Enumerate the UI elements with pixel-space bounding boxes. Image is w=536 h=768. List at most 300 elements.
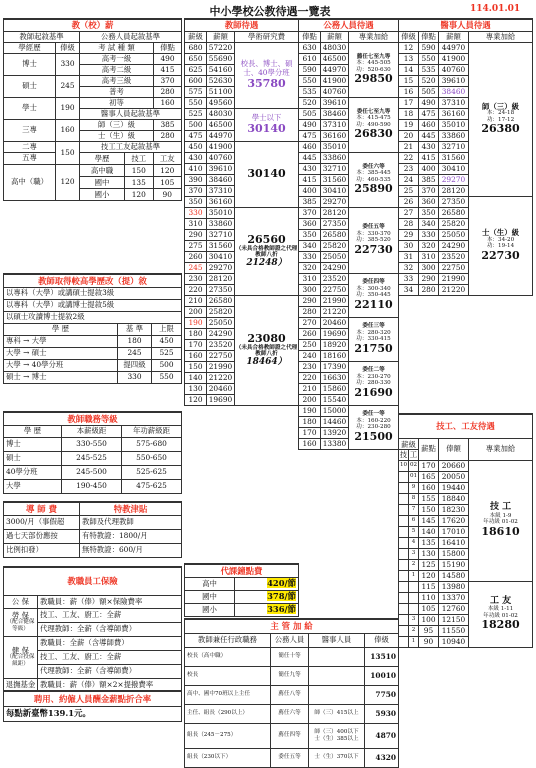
research-amount: 23080 bbox=[247, 331, 286, 345]
tech-val: 105 bbox=[160, 177, 175, 187]
pay-grade: 500 bbox=[185, 119, 207, 130]
col-head: 本薪級距 bbox=[62, 425, 122, 437]
rank-point: 160 bbox=[299, 438, 321, 449]
rank-range: 本：34-20 bbox=[486, 236, 515, 243]
med-grade: 14 bbox=[399, 64, 419, 75]
merit-range: 475-625 bbox=[122, 479, 182, 493]
med-rank-title: 師（三）級 bbox=[482, 101, 519, 111]
pay-grade: 290 bbox=[185, 229, 207, 240]
pay-amount: 28120 bbox=[207, 273, 235, 284]
degree-upgrade-table bbox=[3, 273, 182, 384]
contract-rate-note: 每點新臺幣139.1元。 bbox=[4, 706, 182, 721]
pay-grade: 170 bbox=[185, 339, 207, 350]
pay-grade: 330 bbox=[185, 207, 207, 218]
degree: 40學分班 bbox=[4, 465, 62, 479]
pay-amount: 40760 bbox=[207, 152, 235, 163]
worker-grade: 4 bbox=[409, 537, 419, 548]
col-head-tech: 技 bbox=[399, 449, 408, 459]
pay-amount: 48030 bbox=[207, 108, 235, 119]
pay-amount: 24290 bbox=[321, 262, 349, 273]
col-head: 學經歷 bbox=[4, 42, 56, 53]
col-head: 教師兼任行政職務 bbox=[185, 633, 271, 647]
pay-amount: 22750 bbox=[207, 350, 235, 361]
pay-point: 120 bbox=[419, 570, 439, 581]
pay-amount: 32710 bbox=[321, 163, 349, 174]
base-range: 330-550 bbox=[62, 437, 122, 451]
worker-grade: 1 bbox=[409, 636, 419, 647]
civil-rank: 簡任十等 bbox=[271, 647, 309, 666]
worker-pro-title: 工 友 bbox=[489, 595, 512, 606]
pay-point: 110 bbox=[419, 592, 439, 603]
worker-grade: 3 bbox=[409, 548, 419, 559]
ins-type: 健 保 bbox=[11, 645, 30, 655]
pay-amount: 26580 bbox=[439, 207, 469, 218]
pay-amount: 17010 bbox=[439, 526, 469, 537]
col-head: 工友 bbox=[159, 153, 175, 163]
pay-grade: 310 bbox=[185, 218, 207, 229]
ins-note: （配合健保等級） bbox=[6, 619, 35, 632]
pay-amount: 33860 bbox=[207, 218, 235, 229]
contract-rate-header: 聘用、約僱人員酬金薪點折合率 bbox=[4, 691, 182, 706]
pay-amount: 31560 bbox=[321, 174, 349, 185]
col-head: 考 試 種 類 bbox=[80, 42, 154, 53]
pay-amount: 25050 bbox=[439, 229, 469, 240]
allowance-amount: 7750 bbox=[365, 685, 399, 704]
exam-type: 高考二級 bbox=[80, 64, 154, 75]
pay-amount: 18230 bbox=[439, 504, 469, 515]
sub-level: 高中 bbox=[185, 577, 235, 590]
rank-point: 490 bbox=[299, 119, 321, 130]
col-head: 專業加給 bbox=[349, 31, 399, 42]
rank-range: 功：460-535 bbox=[356, 176, 391, 183]
rank-title: 委任二等 bbox=[362, 367, 385, 374]
rank-title: 委任五等 bbox=[362, 224, 385, 231]
med-grade: 26 bbox=[399, 196, 419, 207]
tech-val: 150 bbox=[125, 165, 154, 176]
med-grade: 20 bbox=[399, 130, 419, 141]
pay-amount: 12760 bbox=[439, 603, 469, 614]
research-amount: 30140 bbox=[247, 121, 286, 135]
teacher-grade-table bbox=[3, 411, 182, 494]
pay-amount: 15190 bbox=[439, 559, 469, 570]
rank-range: 本：24-18 bbox=[486, 110, 515, 117]
upgrade-base: 330 bbox=[118, 371, 152, 383]
research-amount: 30140 bbox=[247, 166, 286, 180]
rule-line: 以碩士攻讀博士提敘2級 bbox=[4, 311, 182, 323]
med-point: 370 bbox=[419, 185, 439, 196]
pro-amount: 21500 bbox=[354, 429, 393, 443]
merit-range: 525-625 bbox=[122, 465, 182, 479]
rank-point: 520 bbox=[299, 97, 321, 108]
rank-range: 功：520-630 bbox=[356, 66, 391, 73]
col-head: 學 歷 bbox=[4, 323, 118, 335]
pay-amount: 46500 bbox=[207, 119, 235, 130]
research-group: 校長、博士、碩士、40學分班 bbox=[240, 59, 293, 77]
worker-grade: 3 bbox=[409, 614, 419, 625]
rank-point: 350 bbox=[299, 229, 321, 240]
med-point: 340 bbox=[419, 218, 439, 229]
merit-range: 550-650 bbox=[122, 451, 182, 465]
header: 公務人員起敘基準 bbox=[80, 31, 182, 42]
ins-basis: 技工、工友、廚工：全薪 bbox=[38, 650, 182, 664]
special-ed-line: 無特教證：600/月 bbox=[80, 543, 182, 557]
civil-rank: 薦任四等 bbox=[271, 723, 309, 748]
pay-amount: 40760 bbox=[439, 64, 469, 75]
rank-range: 本：280-320 bbox=[356, 329, 391, 336]
tech-grade bbox=[399, 570, 409, 581]
rule-line: 以專科（大學）或講博士提敘5級 bbox=[4, 299, 182, 311]
allowance-amount: 13510 bbox=[365, 647, 399, 666]
section-header: 技工、工友待遇 bbox=[399, 414, 533, 438]
med-point: 385 bbox=[419, 174, 439, 185]
pay-amount: 28120 bbox=[439, 185, 469, 196]
upgrade-path: 碩士 → 博士 bbox=[4, 371, 118, 383]
pay-grade: 200 bbox=[185, 306, 207, 317]
med-point: 475 bbox=[419, 108, 439, 119]
pay-amount: 21220 bbox=[321, 306, 349, 317]
pay-amount: 29270 bbox=[439, 174, 469, 185]
worker-grade: 02 bbox=[409, 460, 419, 471]
med-grade: 21 bbox=[399, 141, 419, 152]
pay-amount: 24290 bbox=[207, 328, 235, 339]
civil-rank: 委任五等 bbox=[271, 748, 309, 767]
pay-point: 150 bbox=[419, 504, 439, 515]
pay-amount: 31560 bbox=[439, 152, 469, 163]
pay-amount: 22750 bbox=[321, 284, 349, 295]
med-grade: 31 bbox=[399, 251, 419, 262]
edu-grade: 330 bbox=[56, 53, 80, 75]
pay-amount: 49560 bbox=[207, 97, 235, 108]
med-point: 415 bbox=[419, 152, 439, 163]
pay-grade: 275 bbox=[185, 240, 207, 251]
col-head: 薪額 bbox=[321, 31, 349, 42]
pay-grade: 430 bbox=[185, 152, 207, 163]
pay-amount: 36160 bbox=[207, 196, 235, 207]
pay-amount: 13980 bbox=[439, 581, 469, 592]
pay-amount: 39610 bbox=[439, 75, 469, 86]
rank-point: 210 bbox=[299, 383, 321, 394]
research-amount: 26560 bbox=[247, 232, 286, 246]
pay-amount: 37310 bbox=[321, 119, 349, 130]
medical-rank bbox=[309, 647, 365, 666]
rank-point: 310 bbox=[299, 273, 321, 284]
pay-grade: 230 bbox=[185, 273, 207, 284]
medical-rank: 師（三）415以上 bbox=[309, 704, 365, 723]
admin-role: 校長 bbox=[185, 666, 271, 685]
tech-grade bbox=[399, 614, 409, 625]
pay-amount: 16410 bbox=[439, 537, 469, 548]
med-point: 385 bbox=[154, 119, 182, 130]
med-point: 590 bbox=[419, 42, 439, 53]
research-note-amount: 18464） bbox=[246, 356, 287, 367]
pay-amount: 21220 bbox=[207, 372, 235, 383]
pay-amount: 31560 bbox=[207, 240, 235, 251]
rank-point: 460 bbox=[299, 141, 321, 152]
pay-amount: 20660 bbox=[439, 460, 469, 471]
civil-rank: 薦任八等 bbox=[271, 685, 309, 704]
rank-point: 340 bbox=[299, 240, 321, 251]
tech-edu: 國中 bbox=[80, 177, 125, 188]
edu-label: 三專 bbox=[4, 119, 56, 141]
rank-point: 180 bbox=[299, 416, 321, 427]
med-grade: 30 bbox=[399, 240, 419, 251]
worker-grade: 5 bbox=[409, 526, 419, 537]
med-grade: 19 bbox=[399, 119, 419, 130]
tech-grade bbox=[399, 625, 409, 636]
homeroom-line: 3000/月（事假超 bbox=[4, 515, 80, 529]
pay-grade: 650 bbox=[185, 53, 207, 64]
edu-label: 高中（職） bbox=[4, 164, 56, 200]
edu-grade: 120 bbox=[56, 164, 80, 200]
pay-amount: 23520 bbox=[321, 273, 349, 284]
rank-range: 本：300-340 bbox=[356, 285, 391, 292]
pro-amount: 29850 bbox=[354, 72, 393, 86]
col-head: 基 準 bbox=[118, 323, 152, 335]
med-grade: 15 bbox=[399, 75, 419, 86]
pay-amount: 35010 bbox=[321, 141, 349, 152]
pay-point: 115 bbox=[419, 581, 439, 592]
pay-amount: 20460 bbox=[321, 317, 349, 328]
worker-grade: 8 bbox=[409, 493, 419, 504]
tech-grade bbox=[399, 471, 409, 482]
rank-point: 300 bbox=[299, 284, 321, 295]
teacher-pay-table bbox=[184, 18, 299, 406]
pro-amount: 18610 bbox=[481, 524, 520, 538]
pay-amount: 27350 bbox=[439, 196, 469, 207]
rank-range: 本：160-220 bbox=[356, 417, 391, 424]
pro-amount: 22110 bbox=[354, 297, 393, 311]
col-head: 薪級 bbox=[185, 31, 207, 42]
upgrade-cap: 550 bbox=[152, 371, 182, 383]
base-range: 190-450 bbox=[62, 479, 122, 493]
pay-point: 165 bbox=[419, 471, 439, 482]
worker-grade bbox=[409, 581, 419, 592]
admin-role: 高中、國中70班以上主任 bbox=[185, 685, 271, 704]
rank-point: 630 bbox=[299, 42, 321, 53]
tech-grade bbox=[399, 592, 409, 603]
tech-grade bbox=[399, 581, 409, 592]
pro-amount: 21750 bbox=[354, 341, 393, 355]
pay-point: 130 bbox=[419, 548, 439, 559]
allowance-amount: 5930 bbox=[365, 704, 399, 723]
allowance-amount: 4870 bbox=[365, 723, 399, 748]
ins-type: 公 保 bbox=[4, 595, 38, 608]
exam-type: 普考 bbox=[80, 86, 154, 97]
med-point: 400 bbox=[419, 163, 439, 174]
pay-grade: 350 bbox=[185, 196, 207, 207]
med-grade: 33 bbox=[399, 273, 419, 284]
pay-point: 170 bbox=[419, 460, 439, 471]
worker-grade: 9 bbox=[409, 482, 419, 493]
header: 技工工友起敘基準 bbox=[80, 141, 182, 152]
section-header: 醫事人員待遇 bbox=[399, 19, 533, 31]
med-grade: 13 bbox=[399, 53, 419, 64]
rank-range: 功：230-280 bbox=[356, 424, 391, 431]
tech-grade bbox=[399, 559, 409, 570]
col-head: 俸級 bbox=[365, 633, 399, 647]
edu-grade: 190 bbox=[56, 97, 80, 119]
section-header: 教（校）薪 bbox=[4, 19, 182, 31]
col-head: 公務人員 bbox=[271, 633, 309, 647]
exam-type: 初等 bbox=[80, 97, 154, 108]
ins-basis: 教職員：全薪（含導師費） bbox=[38, 636, 182, 650]
pay-amount: 38460 bbox=[321, 108, 349, 119]
pay-amount: 35010 bbox=[207, 207, 235, 218]
rank-range: 本：385-445 bbox=[356, 170, 391, 177]
col-head: 學 歷 bbox=[4, 425, 62, 437]
med-point: 350 bbox=[419, 207, 439, 218]
pay-amount: 25050 bbox=[207, 317, 235, 328]
pay-amount: 24290 bbox=[439, 240, 469, 251]
pay-amount: 26580 bbox=[207, 295, 235, 306]
rank-range: 功：280-330 bbox=[356, 380, 391, 387]
pay-amount: 20460 bbox=[207, 383, 235, 394]
med-point: 505 bbox=[419, 86, 439, 97]
pro-amount: 22730 bbox=[354, 242, 393, 256]
rank-point: 590 bbox=[299, 64, 321, 75]
rank-point: 290 bbox=[299, 295, 321, 306]
med-point: 520 bbox=[419, 75, 439, 86]
pro-amount: 25890 bbox=[354, 182, 393, 196]
supervisor-allowance-table bbox=[184, 618, 399, 768]
pay-amount: 21990 bbox=[321, 295, 349, 306]
sub-level: 國小 bbox=[185, 603, 235, 616]
sub-fee: 420/節 bbox=[267, 578, 296, 589]
pay-grade: 475 bbox=[185, 130, 207, 141]
col-head: 專業加給 bbox=[469, 438, 533, 460]
pay-amount: 44970 bbox=[207, 130, 235, 141]
edu-label: 博士 bbox=[4, 53, 56, 75]
pay-grade: 625 bbox=[185, 64, 207, 75]
pay-point: 105 bbox=[419, 603, 439, 614]
pay-amount: 40760 bbox=[321, 86, 349, 97]
pay-amount: 15000 bbox=[321, 405, 349, 416]
tech-grade bbox=[399, 636, 409, 647]
pay-amount: 18920 bbox=[321, 339, 349, 350]
tech-grade: 10 bbox=[399, 460, 409, 471]
admin-role: 校長（高中職） bbox=[185, 647, 271, 666]
col-head: 薪級 bbox=[399, 439, 418, 450]
research-amount: 35780 bbox=[247, 76, 286, 90]
pro-amount: 18280 bbox=[481, 618, 520, 632]
col-head: 專業加給 bbox=[469, 31, 533, 42]
pay-grade: 210 bbox=[185, 295, 207, 306]
research-note: （未具合格教師證之代理教師八折 bbox=[235, 344, 298, 358]
pay-amount: 15860 bbox=[321, 383, 349, 394]
rank-point: 535 bbox=[299, 86, 321, 97]
pay-amount: 13920 bbox=[321, 427, 349, 438]
rank-point: 370 bbox=[299, 207, 321, 218]
civil-rank: 薦任六等 bbox=[271, 704, 309, 723]
effective-date: 114.01.01 bbox=[470, 4, 521, 14]
rank-point: 430 bbox=[299, 163, 321, 174]
col-head: 學術研究費 bbox=[235, 31, 299, 42]
upgrade-path: 大學 → 碩士 bbox=[4, 347, 118, 359]
pay-amount: 36160 bbox=[321, 130, 349, 141]
medical-rank bbox=[309, 666, 365, 685]
pay-amount: 32710 bbox=[207, 229, 235, 240]
upgrade-base: 180 bbox=[118, 335, 152, 347]
pay-amount: 25820 bbox=[321, 240, 349, 251]
pay-amount: 25820 bbox=[207, 306, 235, 317]
rank-range: 功：350-445 bbox=[356, 292, 391, 299]
col-head: 技工 bbox=[125, 153, 154, 164]
exam-point: 370 bbox=[154, 75, 182, 86]
base-range: 245-500 bbox=[62, 465, 122, 479]
tech-val: 90 bbox=[162, 189, 172, 199]
med-grade: 25 bbox=[399, 185, 419, 196]
med-grade: 18 bbox=[399, 108, 419, 119]
pay-grade: 600 bbox=[185, 75, 207, 86]
pay-grade: 525 bbox=[185, 108, 207, 119]
sub-fee: 378/節 bbox=[267, 591, 296, 602]
research-note-amount: 21248） bbox=[246, 257, 287, 268]
degree: 博士 bbox=[4, 437, 62, 451]
tech-grade bbox=[399, 504, 409, 515]
pay-amount: 46500 bbox=[321, 53, 349, 64]
col-head: 俸級 bbox=[56, 42, 80, 53]
edu-label: 五專 bbox=[4, 152, 56, 164]
med-grade: 27 bbox=[399, 207, 419, 218]
civil-rank: 簡任九等 bbox=[271, 666, 309, 685]
section-header: 教師待遇 bbox=[185, 19, 299, 31]
col-head: 薪額 bbox=[439, 31, 469, 42]
pay-amount: 13370 bbox=[439, 592, 469, 603]
pay-amount: 55690 bbox=[207, 53, 235, 64]
pay-amount: 35010 bbox=[439, 119, 469, 130]
homeroom-line: 過七天部份應按 bbox=[4, 529, 80, 543]
substitute-fee-table bbox=[184, 563, 299, 617]
pay-amount: 51100 bbox=[207, 86, 235, 97]
pay-amount: 13380 bbox=[321, 438, 349, 449]
pay-point: 95 bbox=[419, 625, 439, 636]
rank-point: 505 bbox=[299, 108, 321, 119]
pay-amount: 18160 bbox=[321, 350, 349, 361]
pay-point: 90 bbox=[419, 636, 439, 647]
upgrade-cap: 450 bbox=[152, 335, 182, 347]
pay-amount: 25050 bbox=[321, 251, 349, 262]
tech-grade bbox=[399, 515, 409, 526]
header: 醫事人員起敘基準 bbox=[80, 108, 182, 119]
med-grade: 29 bbox=[399, 229, 419, 240]
section-header: 公務人員待遇 bbox=[299, 19, 399, 31]
rank-point: 320 bbox=[299, 262, 321, 273]
pay-amount: 10940 bbox=[439, 636, 469, 647]
pay-amount: 41900 bbox=[439, 53, 469, 64]
ins-basis: 技工、工友、廚工：全薪 bbox=[38, 608, 182, 622]
pay-amount: 44970 bbox=[439, 42, 469, 53]
pay-amount: 16630 bbox=[321, 372, 349, 383]
edu-label: 二專 bbox=[4, 141, 56, 152]
rank-range: 本：445-505 bbox=[356, 60, 391, 67]
tech-grade bbox=[399, 493, 409, 504]
pay-amount: 19440 bbox=[439, 482, 469, 493]
rank-range: 本級 1-11 bbox=[487, 606, 514, 613]
pay-amount: 15800 bbox=[439, 548, 469, 559]
worker-grade: 7 bbox=[409, 504, 419, 515]
worker-grade bbox=[409, 592, 419, 603]
med-point: 535 bbox=[419, 64, 439, 75]
worker-grade: 6 bbox=[409, 515, 419, 526]
rank-point: 445 bbox=[299, 152, 321, 163]
rank-range: 本：415-475 bbox=[356, 115, 391, 122]
rank-range: 功：385-520 bbox=[356, 237, 391, 244]
medical-rank: 士（生）385以上 bbox=[314, 735, 359, 742]
pay-amount: 26580 bbox=[321, 229, 349, 240]
upgrade-cap: 500 bbox=[152, 359, 182, 371]
upgrade-base: 245 bbox=[118, 347, 152, 359]
exam-point: 415 bbox=[154, 64, 182, 75]
